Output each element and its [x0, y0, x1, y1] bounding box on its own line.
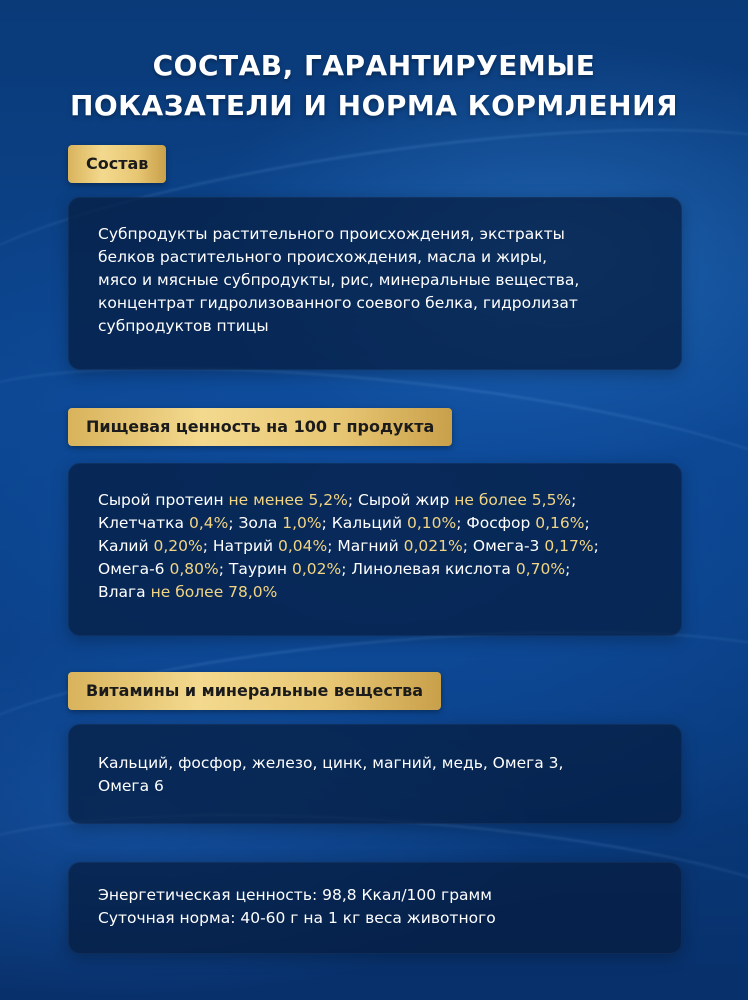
- nutrient-name: ; Магний: [327, 537, 404, 555]
- nutrition-line: [98, 535, 652, 558]
- nutrition-card: [68, 463, 682, 636]
- nutrient-value: 1,0%: [282, 514, 322, 532]
- nutrient-value: не менее 5,2%: [228, 491, 348, 509]
- nutrient-value: 0,4%: [188, 514, 229, 532]
- composition-line: мясо и мясные субпродукты, рис, минеральные вещества,: [98, 271, 580, 289]
- nutrient-name: Сырой протеин: [98, 491, 229, 509]
- nutrition-line: [98, 512, 652, 535]
- nutrient-name: ;: [571, 491, 577, 509]
- nutrient-name: Влага: [98, 583, 151, 601]
- nutrient-name: Калий: [98, 537, 154, 555]
- nutrition-line: [98, 558, 652, 581]
- nutrient-name: ;: [584, 514, 590, 532]
- nutrient-name: Омега-6: [98, 560, 170, 578]
- vitamins-card: [68, 724, 682, 824]
- nutrient-value: 0,04%: [277, 537, 328, 555]
- title-line-1: СОСТАВ, ГАРАНТИРУЕМЫЕ: [152, 49, 596, 82]
- title-line-2: ПОКАЗАТЕЛИ И НОРМА КОРМЛЕНИЯ: [69, 89, 679, 122]
- vitamins-line: Омега 6: [98, 777, 164, 795]
- composition-line: концентрат гидролизованного соевого белка, гидролизат: [98, 294, 578, 312]
- nutrient-value: 0,17%: [544, 537, 594, 555]
- daily-norm: Суточная норма: 40-60 г на 1 кг веса животного: [98, 909, 496, 927]
- vitamins-line: Кальций, фосфор, железо, цинк, магний, медь, Омега 3,: [98, 754, 564, 772]
- nutrient-name: ;: [565, 560, 571, 578]
- composition-line: субпродуктов птицы: [98, 317, 269, 335]
- nutrient-value: 0,10%: [406, 514, 457, 532]
- nutrition-line: [98, 489, 652, 512]
- nutrient-name: Клетчатка: [98, 514, 189, 532]
- composition-line: белков растительного происхождения, масла и жиры,: [98, 248, 548, 266]
- page-title: [0, 46, 748, 126]
- energy-card: [68, 862, 682, 954]
- nutrient-value: 0,70%: [515, 560, 566, 578]
- nutrient-name: ;: [593, 537, 599, 555]
- composition-label: Состав: [68, 145, 166, 183]
- nutrient-value: не более 78,0%: [150, 583, 278, 601]
- nutrient-name: ; Кальций: [321, 514, 407, 532]
- nutrient-value: 0,16%: [535, 514, 585, 532]
- nutrient-name: ; Зола: [228, 514, 283, 532]
- nutrient-name: ; Таурин: [218, 560, 292, 578]
- energy-value: Энергетическая ценность: 98,8 Ккал/100 грамм: [98, 886, 492, 904]
- nutrient-name: ; Линолевая кислота: [341, 560, 516, 578]
- nutrient-name: ; Омега-3: [462, 537, 545, 555]
- nutrient-value: 0,021%: [403, 537, 463, 555]
- nutrient-value: 0,80%: [169, 560, 219, 578]
- nutrient-name: ; Фосфор: [456, 514, 536, 532]
- nutrient-value: 0,02%: [291, 560, 342, 578]
- composition-card: [68, 197, 682, 370]
- nutrient-name: ; Натрий: [202, 537, 278, 555]
- composition-line: Субпродукты растительного происхождения, экстракты: [98, 225, 565, 243]
- nutrient-value: 0,20%: [153, 537, 203, 555]
- nutrient-name: ; Сырой жир: [347, 491, 455, 509]
- nutrition-label: Пищевая ценность на 100 г продукта: [68, 408, 452, 446]
- nutrient-value: не более 5,5%: [454, 491, 572, 509]
- vitamins-label: Витамины и минеральные вещества: [68, 672, 441, 710]
- nutrition-line: [98, 581, 652, 604]
